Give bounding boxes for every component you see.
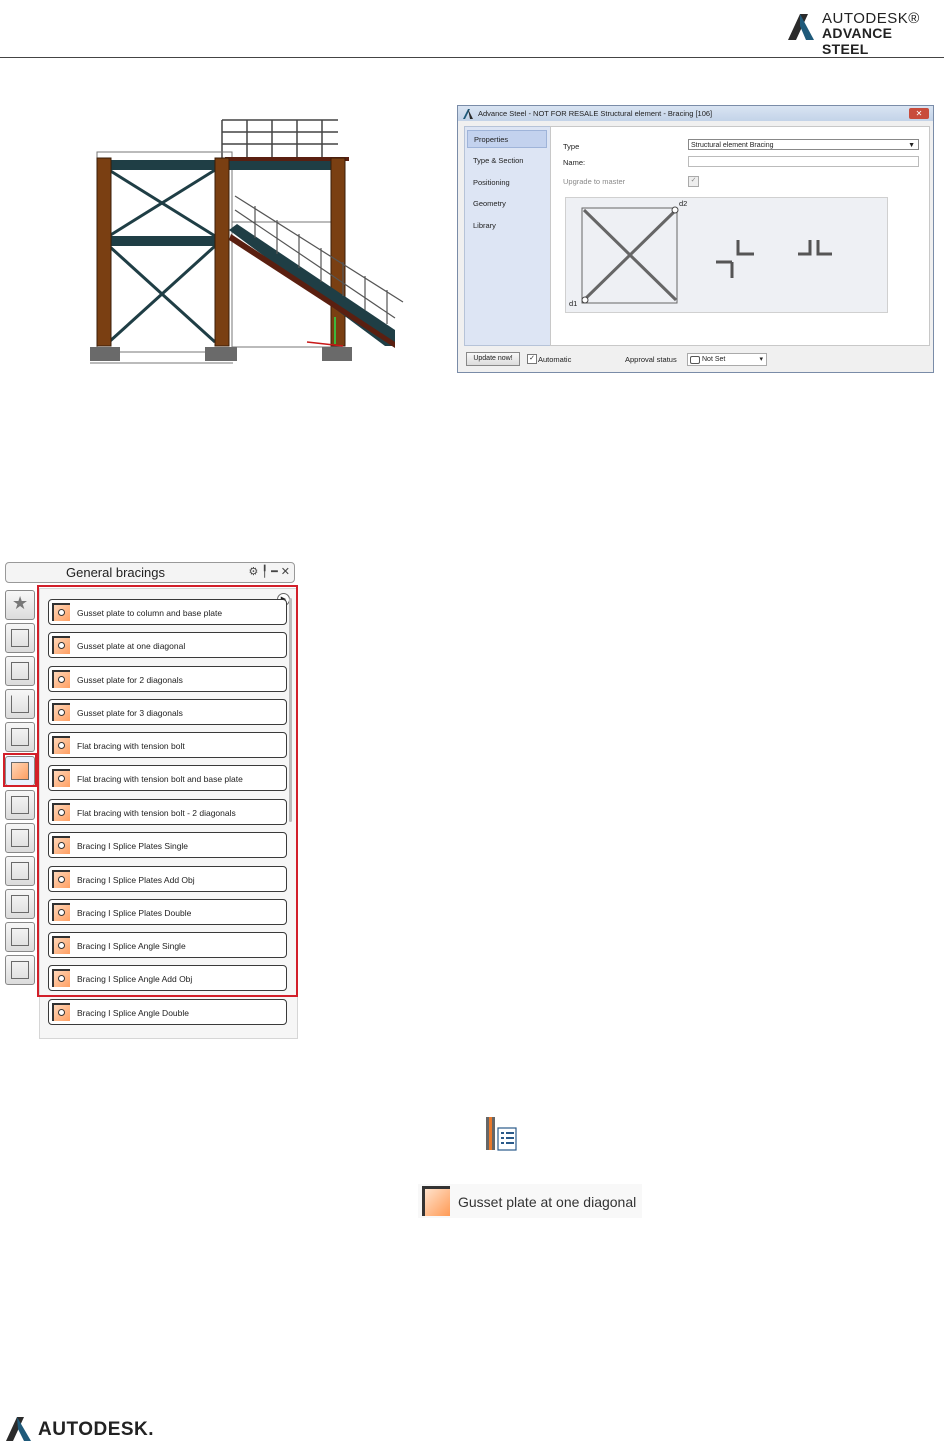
approval-status-label: Approval status <box>625 355 677 364</box>
selected-tab-highlight <box>3 753 37 787</box>
autodesk-logo-icon <box>4 1415 34 1443</box>
autodesk-logo-icon <box>786 12 816 42</box>
sidebar-item-geometry[interactable]: Geometry <box>473 199 506 208</box>
tool-label: Gusset plate for 2 diagonals <box>77 675 183 685</box>
dropdown-arrow-icon: ▼ <box>908 142 915 149</box>
dialog-sidebar <box>464 126 551 346</box>
bracing-preview-graphic <box>566 198 887 312</box>
approval-status-value: Not Set <box>702 356 726 363</box>
tool-label: Flat bracing with tension bolt and base plate <box>77 774 243 784</box>
connection-icon <box>11 961 29 979</box>
plates-icon <box>11 796 29 814</box>
autodesk-advance-steel-logo <box>786 10 936 57</box>
dropdown-arrow-icon: ▾ <box>759 356 763 363</box>
tab-roof[interactable] <box>5 689 35 719</box>
tab-expand[interactable] <box>5 922 35 952</box>
d1-label: d1 <box>569 299 578 308</box>
sidebar-item-positioning[interactable]: Positioning <box>473 178 510 187</box>
tab-beam-end[interactable] <box>5 722 35 752</box>
bracing-preview <box>565 197 888 313</box>
update-now-button[interactable]: Update now! <box>466 352 520 366</box>
gusset-one-diagonal-button[interactable] <box>418 1184 642 1218</box>
tool-label: Gusset plate at one diagonal <box>77 641 186 651</box>
type-select[interactable] <box>688 139 919 150</box>
tab-favorites[interactable] <box>5 590 35 620</box>
selection-outline <box>37 585 298 997</box>
brand-line-1: AUTODESK® <box>822 10 920 27</box>
automatic-label: Automatic <box>538 355 572 364</box>
tool-button-splice-angle-double[interactable] <box>48 999 287 1025</box>
column-base-icon <box>11 629 29 647</box>
tool-label: Bracing I Splice Angle Add Obj <box>77 974 193 984</box>
settings-icon[interactable]: ⚙ <box>248 566 259 578</box>
close-icon[interactable]: ✕ <box>280 566 290 578</box>
type-select-value: Structural element Bracing <box>691 142 774 149</box>
name-label: Name: <box>563 158 586 167</box>
tab-column-base[interactable] <box>5 623 35 653</box>
d2-label: d2 <box>679 199 688 208</box>
pin-icon[interactable]: ╿ <box>261 566 269 578</box>
tab-plates[interactable] <box>5 790 35 820</box>
palette-title-bar[interactable] <box>5 562 295 583</box>
upgrade-to-master-checkbox[interactable]: ✓ <box>688 176 699 187</box>
minimize-icon[interactable]: ━ <box>271 566 278 578</box>
dialog-title: Advance Steel - NOT FOR RESALE Structural element - Bracing [106] <box>478 109 713 118</box>
dialog-title-bar[interactable] <box>458 106 933 121</box>
tool-label: Flat bracing with tension bolt <box>77 741 185 751</box>
splice-icon <box>11 829 29 847</box>
sidebar-item-type-section[interactable]: Type & Section <box>473 156 524 165</box>
palette-tools <box>248 565 290 578</box>
tab-column-beam[interactable] <box>5 656 35 686</box>
expand-icon <box>11 928 29 946</box>
tool-label: Gusset plate to column and base plate <box>77 608 223 618</box>
type-label: Type <box>563 142 580 151</box>
tool-label: Bracing I Splice Angle Single <box>77 941 186 951</box>
name-input[interactable] <box>688 156 919 167</box>
dialog-bottom-bar <box>458 348 933 368</box>
sidebar-item-properties[interactable]: Properties <box>467 130 547 148</box>
tool-label: Bracing I Splice Plates Single <box>77 841 189 851</box>
status-swatch-icon <box>690 356 700 364</box>
tool-label: Gusset plate for 3 diagonals <box>77 708 183 718</box>
close-icon[interactable]: ✕ <box>909 108 929 119</box>
approval-status-select[interactable] <box>687 353 767 366</box>
star-icon: ★ <box>12 593 29 613</box>
roof-icon <box>11 695 29 713</box>
tool-label: Bracing I Splice Plates Double <box>77 908 192 918</box>
tab-connection[interactable] <box>5 955 35 985</box>
palette-title: General bracings <box>66 565 165 580</box>
column-beam-icon <box>11 662 29 680</box>
tab-splice[interactable] <box>5 823 35 853</box>
sidebar-item-library[interactable]: Library <box>473 221 496 230</box>
automatic-checkbox[interactable]: ✓ <box>527 354 537 364</box>
dialog-properties-panel <box>550 126 930 346</box>
gusset-one-diagonal-label: Gusset plate at one diagonal <box>458 1194 637 1210</box>
advance-steel-icon <box>462 108 474 120</box>
splice-angle-icon <box>52 1003 70 1021</box>
header-divider <box>0 57 944 58</box>
steel-structure-drawing <box>85 112 415 368</box>
upgrade-to-master-label: Upgrade to master <box>563 177 626 186</box>
cross-icon <box>11 862 29 880</box>
properties-list-icon <box>485 1116 519 1152</box>
tool-label: Flat bracing with tension bolt - 2 diagonals <box>77 808 236 818</box>
beam-end-icon <box>11 728 29 746</box>
brand-line-2: ADVANCE STEEL <box>822 25 893 57</box>
tab-cross[interactable] <box>5 856 35 886</box>
tool-label: Bracing I Splice Angle Double <box>77 1008 189 1018</box>
tool-label: Bracing I Splice Plates Add Obj <box>77 875 195 885</box>
gusset-plate-icon <box>422 1186 450 1216</box>
stiffener-icon <box>11 895 29 913</box>
autodesk-footer-logo <box>4 1415 154 1443</box>
tab-stiffener[interactable] <box>5 889 35 919</box>
bracing-properties-dialog <box>457 105 934 373</box>
footer-brand: AUTODESK. <box>38 1419 155 1440</box>
